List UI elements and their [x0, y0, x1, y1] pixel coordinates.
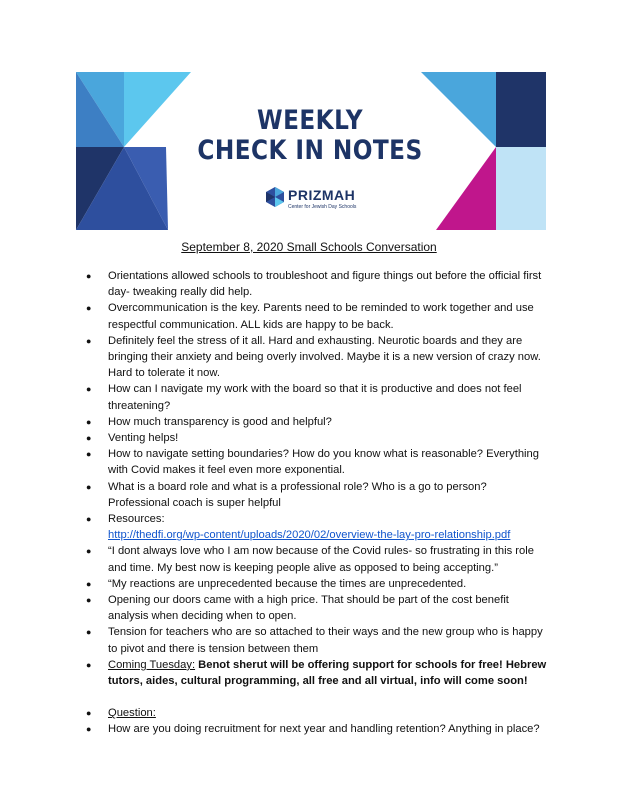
list-item — [68, 479, 548, 511]
title-line-1: WEEKLY — [257, 105, 363, 136]
question-label: Question: — [108, 707, 156, 720]
coming-tuesday-text: Benot sherut will be offering support for schools for free! Hebrew tutors, aides, cultural programming, all free and all virtual, info will come soon! — [108, 658, 547, 688]
list-item — [68, 657, 548, 689]
list-item — [68, 333, 548, 382]
prizmah-logo — [266, 186, 376, 218]
note-text: Overcommunication is the key. Parents need to be reminded to work together and use respectful communication. ALL kids are happy to be back. — [108, 302, 534, 331]
list-item — [68, 543, 548, 575]
note-text: “My reactions are unprecedented because the times are unprecedented. — [108, 577, 467, 590]
note-text: Tension for teachers who are so attached to their ways and the new group who is happy to pivot and there is tension between them — [108, 626, 543, 655]
document-heading: September 8, 2020 Small Schools Conversation — [181, 240, 437, 254]
note-text: How much transparency is good and helpful? — [108, 415, 332, 428]
list-item — [68, 705, 548, 721]
list-item — [68, 721, 548, 737]
note-text: “I dont always love who I am now because of the Covid rules- so frustrating in this role and time. My best now is keeping people alive as opposed to being accepting.” — [108, 545, 534, 574]
note-text: How to navigate setting boundaries? How do you know what is reasonable? Everything with Covid makes it feel even more exponential. — [108, 448, 539, 477]
list-item — [68, 576, 548, 592]
right-triangle-navy — [496, 72, 546, 147]
page-title — [164, 106, 456, 166]
right-triangle-light — [496, 147, 546, 230]
list-item — [68, 430, 548, 446]
resource-link[interactable]: http://thedfi.org/wp-content/uploads/2020/02/overview-the-lay-pro-relationship.pdf — [108, 529, 511, 542]
note-text: Orientations allowed schools to troubleshoot and figure things out before the official first day- tweaking really did help. — [108, 270, 542, 299]
note-text: Opening our doors came with a high price. That should be part of the cost benefit analysis when deciding when to open. — [108, 594, 509, 623]
list-item — [68, 268, 548, 300]
note-text: Venting helps! — [108, 432, 179, 445]
notes-list — [68, 268, 548, 738]
prism-icon — [266, 187, 284, 207]
list-item — [68, 446, 548, 478]
note-text: Definitely feel the stress of it all. Hard and exhausting. Neurotic boards and they are bringing their anxiety and being overly involved. Maybe it is a new version of crazy now. Hard to tolerate it now. — [108, 334, 541, 380]
logo-name: PRIZMAH — [288, 187, 356, 203]
note-text: How can I navigate my work with the board so that it is productive and does not feel threatening? — [108, 383, 522, 412]
list-item — [68, 300, 548, 332]
list-item — [68, 381, 548, 413]
resources-label: Resources: — [108, 513, 165, 526]
logo-tagline: Center for Jewish Day Schools — [288, 204, 357, 210]
title-line-2: CHECK IN NOTES — [197, 135, 423, 166]
coming-tuesday-label: Coming Tuesday: — [108, 658, 196, 671]
list-item — [68, 592, 548, 624]
note-text: What is a board role and what is a professional role? Who is a go to person? Professional coach is super helpful — [108, 480, 487, 509]
note-text: How are you doing recruitment for next year and handling retention? Anything in place? — [108, 723, 540, 736]
list-item — [68, 511, 548, 543]
list-item — [68, 414, 548, 430]
list-item — [68, 624, 548, 656]
